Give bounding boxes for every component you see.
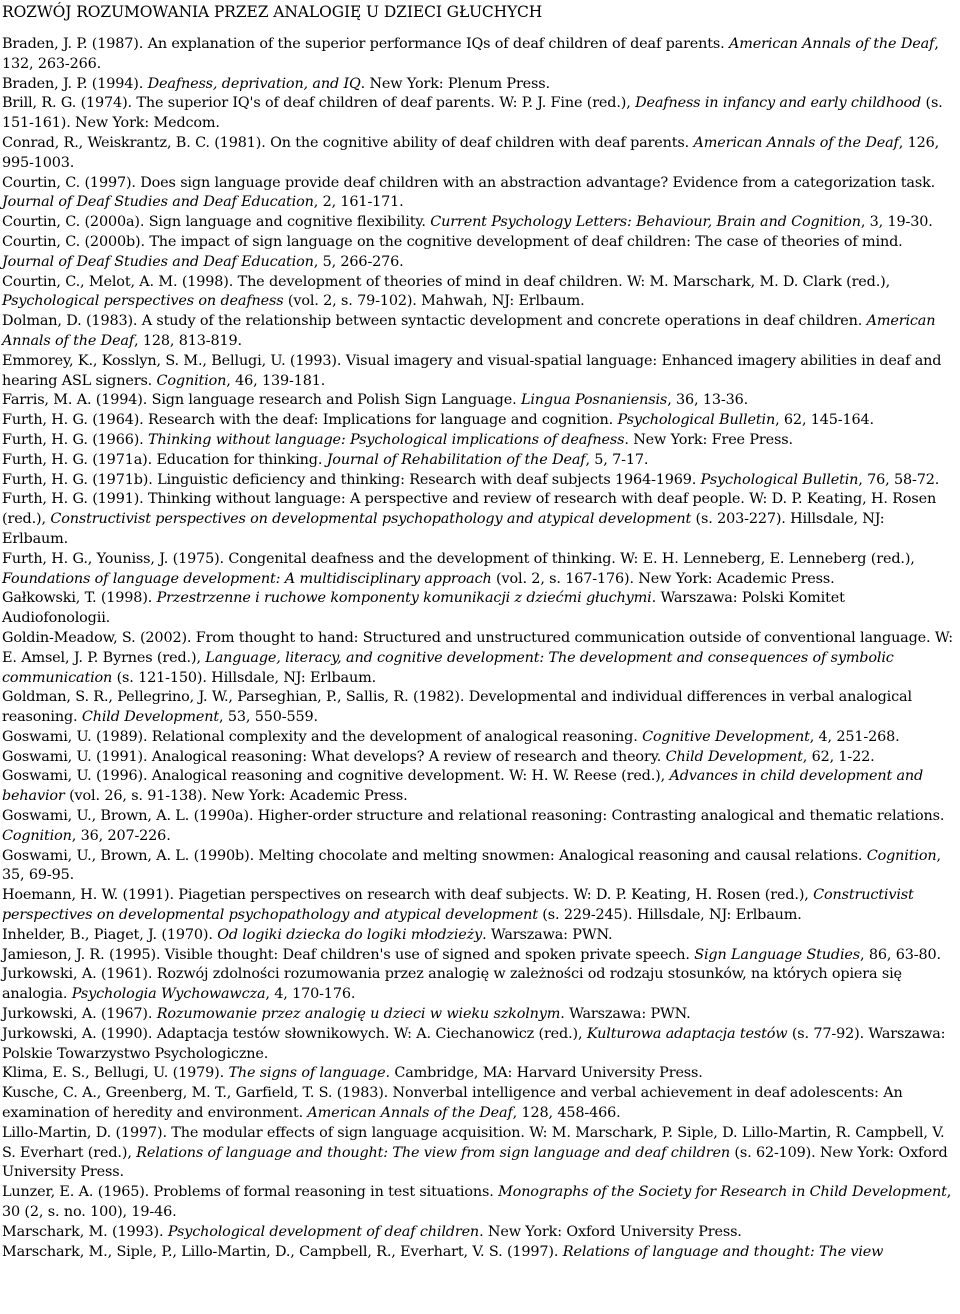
reference-entry bbox=[2, 273, 954, 313]
reference-source-title: Foundations of language development: A multidisciplinary approach bbox=[2, 570, 492, 587]
reference-text: . Warszawa: Polski Komitet Audiofonologii. bbox=[2, 590, 845, 627]
reference-source-title: Rozumowanie przez analogię u dzieci w wieku szkolnym bbox=[156, 1006, 561, 1023]
reference-text: Farris, M. A. (1994). Sign language research and Polish Sign Language. bbox=[2, 392, 521, 409]
reference-text: Furth, H. G. (1966). bbox=[2, 431, 149, 448]
reference-text: Goswami, U. (1996). Analogical reasoning and cognitive development. W: H. W. Reese (red.), bbox=[2, 768, 670, 785]
reference-text: Furth, H. G. (1964). Research with the deaf: Implications for language and cognition. bbox=[2, 412, 618, 429]
reference-entry bbox=[2, 75, 954, 95]
reference-source-title: Psychological Bulletin bbox=[617, 412, 776, 429]
reference-entry bbox=[2, 589, 954, 629]
reference-text: Brill, R. G. (1974). The superior IQ's of deaf children of deaf parents. W: P. J. Fine (red.), bbox=[2, 95, 636, 112]
reference-text: Marschark, M., Siple, P., Lillo-Martin, D., Campbell, R., Everhart, V. S. (1997). bbox=[2, 1243, 563, 1260]
reference-text: , 128, 813-819. bbox=[134, 332, 242, 349]
reference-text: Marschark, M. (1993). bbox=[2, 1223, 168, 1240]
reference-text: Inhelder, B., Piaget, J. (1970). bbox=[2, 926, 218, 943]
reference-entry bbox=[2, 1025, 954, 1065]
reference-entry bbox=[2, 1223, 954, 1243]
reference-text: , 132, 263-266. bbox=[2, 36, 939, 72]
reference-text: . Cambridge, MA: Harvard University Press. bbox=[385, 1065, 703, 1082]
reference-entry bbox=[2, 490, 954, 549]
reference-text: , 3, 19-30. bbox=[860, 214, 933, 231]
reference-entry bbox=[2, 629, 954, 688]
reference-text: , 35, 69-95. bbox=[2, 847, 941, 884]
reference-entry bbox=[2, 807, 954, 847]
reference-source-title: Journal of Rehabilitation of the Deaf bbox=[326, 451, 586, 468]
reference-text: Gałkowski, T. (1998). bbox=[2, 590, 157, 607]
reference-text: (s. 229-245). Hillsdale, NJ: Erlbaum. bbox=[537, 907, 802, 924]
reference-source-title: Child Development bbox=[665, 748, 803, 765]
reference-source-title: American Annals of the Deaf bbox=[693, 134, 899, 151]
reference-text: , 46, 139-181. bbox=[226, 372, 326, 389]
reference-text: Dolman, D. (1983). A study of the relationship between syntactic development and concrete operations in deaf children. bbox=[2, 313, 867, 330]
reference-source-title: Kulturowa adaptacja testów bbox=[586, 1025, 788, 1042]
reference-entry bbox=[2, 471, 954, 491]
reference-source-title: Lingua Posnaniensis bbox=[520, 392, 668, 409]
document-page bbox=[2, 3, 954, 1262]
reference-text: . New York: Free Press. bbox=[624, 431, 793, 448]
reference-entry bbox=[2, 431, 954, 451]
reference-text: , 4, 251-268. bbox=[809, 728, 900, 745]
reference-text: Goswami, U. (1991). Analogical reasoning: What develops? A review of research and theory. bbox=[2, 748, 666, 765]
reference-text: , 5, 7-17. bbox=[585, 451, 649, 468]
reference-text: , 30 (2, s. no. 100), 19-46. bbox=[2, 1184, 952, 1221]
reference-source-title: Relations of language and thought: The view bbox=[562, 1243, 884, 1260]
reference-text: , 36, 13-36. bbox=[667, 392, 749, 409]
reference-source-title: Child Development bbox=[81, 709, 219, 726]
reference-source-title: Psychologia Wychowawcza bbox=[71, 986, 266, 1003]
reference-text: , 62, 145-164. bbox=[775, 412, 874, 429]
reference-text: (s. 151-161). New York: Medcom. bbox=[2, 95, 943, 132]
reference-source-title: Cognitive Development bbox=[642, 728, 810, 745]
reference-source-title: American Annals of the Deaf bbox=[2, 313, 936, 349]
reference-text: Courtin, C. (1997). Does sign language provide deaf children with an abstraction advantage? Evidence from a categorization task. bbox=[2, 174, 936, 191]
reference-source-title: Advances in child development and behavior bbox=[2, 768, 924, 805]
reference-entry bbox=[2, 886, 954, 926]
reference-entry bbox=[2, 35, 954, 75]
reference-source-title: Sign Language Studies bbox=[694, 946, 861, 963]
reference-entry bbox=[2, 1183, 954, 1223]
reference-source-title: Constructivist perspectives on developmental psychopathology and atypical development bbox=[50, 511, 692, 528]
reference-text: . New York: Plenum Press. bbox=[360, 75, 550, 92]
reference-source-title: Cognition bbox=[2, 827, 72, 844]
reference-text: Emmorey, K., Kosslyn, S. M., Bellugi, U. (1993). Visual imagery and visual-spatial language: Enhanced imagery abilities in deaf and hearing ASL signers. bbox=[2, 352, 942, 389]
reference-entry bbox=[2, 391, 954, 411]
reference-text: Goldman, S. R., Pellegrino, J. W., Parseghian, P., Sallis, R. (1982). Developmental and individual differences in verbal analogical reasoning. bbox=[2, 689, 912, 726]
reference-source-title: Thinking without language: Psychological implications of deafness bbox=[148, 431, 625, 448]
reference-text: Braden, J. P. (1987). An explanation of the superior performance IQs of deaf children of deaf parents. bbox=[2, 36, 729, 52]
reference-text: , 62, 1-22. bbox=[802, 748, 875, 765]
reference-entry bbox=[2, 1124, 954, 1183]
reference-entry bbox=[2, 688, 954, 728]
reference-entry bbox=[2, 94, 954, 134]
reference-source-title: Psychological perspectives on deafness bbox=[2, 293, 284, 310]
reference-entry bbox=[2, 847, 954, 887]
reference-entry bbox=[2, 1005, 954, 1025]
reference-text: Goswami, U., Brown, A. L. (1990a). Higher-order structure and relational reasoning: Contrasting analogical and thematic relations. bbox=[2, 808, 945, 825]
reference-source-title: Od logiki dziecka do logiki młodzieży bbox=[217, 926, 483, 943]
running-header: ROZWÓJ ROZUMOWANIA PRZEZ ANALOGIĘ U DZIECI GŁUCHYCH bbox=[2, 3, 543, 21]
reference-entry bbox=[2, 1084, 954, 1124]
reference-entry bbox=[2, 312, 954, 352]
reference-text: , 76, 58-72. bbox=[858, 471, 940, 488]
reference-text: , 4, 170-176. bbox=[265, 986, 356, 1003]
reference-source-title: Current Psychology Letters: Behaviour, Brain and Cognition bbox=[430, 214, 861, 231]
reference-text: (s. 62-109). New York: Oxford University Press. bbox=[2, 1144, 948, 1181]
reference-text: Goswami, U. (1989). Relational complexity and the development of analogical reasoning. bbox=[2, 728, 643, 745]
reference-source-title: Journal of Deaf Studies and Deaf Education bbox=[2, 253, 314, 270]
reference-entry bbox=[2, 213, 954, 233]
reference-entry bbox=[2, 728, 954, 748]
reference-text: , 36, 207-226. bbox=[71, 827, 171, 844]
reference-text: . Warszawa: PWN. bbox=[482, 926, 613, 943]
reference-entry bbox=[2, 233, 954, 273]
reference-text: (vol. 2, s. 167-176). New York: Academic Press. bbox=[491, 570, 835, 587]
reference-entry bbox=[2, 926, 954, 946]
reference-source-title: Monographs of the Society for Research in Child Development bbox=[498, 1184, 947, 1201]
reference-text: Courtin, C. (2000b). The impact of sign language on the cognitive development of deaf children: The case of theories of mind. bbox=[2, 233, 903, 250]
reference-text: Jamieson, J. R. (1995). Visible thought: Deaf children's use of signed and spoken private speech. bbox=[2, 946, 695, 963]
reference-text: . New York: Oxford University Press. bbox=[479, 1223, 742, 1240]
reference-text: Jurkowski, A. (1990). Adaptacja testów słownikowych. W: A. Ciechanowicz (red.), bbox=[2, 1025, 587, 1042]
reference-text: Courtin, C., Melot, A. M. (1998). The development of theories of mind in deaf children. W: M. Marschark, M. D. Clark (red.), bbox=[2, 273, 891, 290]
reference-text: Jurkowski, A. (1961). Rozwój zdolności rozumowania przez analogię w zależności od rodzaju stosunków, na których opiera się analogia. bbox=[2, 966, 902, 1003]
reference-source-title: The signs of language bbox=[228, 1065, 386, 1082]
reference-entry bbox=[2, 451, 954, 471]
reference-text: , 86, 63-80. bbox=[860, 946, 941, 963]
reference-text: Furth, H. G., Youniss, J. (1975). Congenital deafness and the development of thinking. W: E. H. Lenneberg, E. Lenneberg (red.), bbox=[2, 550, 915, 567]
reference-text: Conrad, R., Weiskrantz, B. C. (1981). On the cognitive ability of deaf children with deaf parents. bbox=[2, 134, 694, 151]
reference-source-title: Relations of language and thought: The view from sign language and deaf children bbox=[136, 1144, 730, 1161]
reference-source-title: Cognition bbox=[156, 372, 227, 389]
reference-source-title: Psychological development of deaf children bbox=[167, 1223, 480, 1240]
reference-source-title: Cognition bbox=[866, 847, 937, 864]
reference-entry bbox=[2, 1243, 954, 1263]
reference-text: Courtin, C. (2000a). Sign language and cognitive flexibility. bbox=[2, 214, 431, 231]
reference-entry bbox=[2, 411, 954, 431]
reference-source-title: Psychological Bulletin bbox=[700, 471, 859, 488]
reference-text: , 126, 995-1003. bbox=[2, 134, 940, 171]
reference-entry bbox=[2, 946, 954, 966]
reference-entry bbox=[2, 748, 954, 768]
reference-text: , 2, 161-171. bbox=[313, 194, 404, 211]
reference-text: Lunzer, E. A. (1965). Problems of formal reasoning in test situations. bbox=[2, 1184, 499, 1201]
reference-source-title: Deafness in infancy and early childhood bbox=[635, 95, 922, 112]
reference-list bbox=[2, 35, 954, 1262]
reference-text: , 53, 550-559. bbox=[219, 709, 318, 726]
reference-text: . Warszawa: PWN. bbox=[560, 1006, 691, 1023]
reference-entry bbox=[2, 965, 954, 1005]
reference-text: , 5, 266-276. bbox=[313, 253, 404, 270]
reference-entry bbox=[2, 550, 954, 590]
reference-entry bbox=[2, 174, 954, 214]
reference-text: Klima, E. S., Bellugi, U. (1979). bbox=[2, 1065, 229, 1082]
reference-text: Goswami, U., Brown, A. L. (1990b). Melting chocolate and melting snowmen: Analogical reasoning and causal relations. bbox=[2, 847, 867, 864]
reference-entry bbox=[2, 767, 954, 807]
reference-text: Hoemann, H. W. (1991). Piagetian perspectives on research with deaf subjects. W: D. P. Keating, H. Rosen (red.), bbox=[2, 887, 814, 904]
reference-source-title: Deafness, deprivation, and IQ bbox=[147, 75, 361, 92]
reference-text: (s. 203-227). Hillsdale, NJ: Erlbaum. bbox=[2, 511, 885, 547]
reference-text: Furth, H. G. (1971a). Education for thinking. bbox=[2, 451, 327, 468]
reference-source-title: American Annals of the Deaf bbox=[307, 1105, 513, 1122]
reference-source-title: American Annals of the Deaf bbox=[729, 36, 935, 52]
reference-text: (s. 121-150). Hillsdale, NJ: Erlbaum. bbox=[112, 669, 377, 686]
reference-text: Kusche, C. A., Greenberg, M. T., Garfield, T. S. (1983). Nonverbal intelligence and verbal achievement in deaf adolescents: An examination of heredity and environment. bbox=[2, 1085, 903, 1122]
reference-source-title: Language, literacy, and cognitive development: The development and consequences of symbolic communication bbox=[2, 649, 894, 686]
reference-text: Jurkowski, A. (1967). bbox=[2, 1006, 157, 1023]
reference-text: Lillo-Martin, D. (1997). The modular effects of sign language acquisition. W: M. Marschark, P. Siple, D. Lillo-Martin, R. Campbell, V. S. Everhart (red.), bbox=[2, 1124, 945, 1161]
reference-text: Braden, J. P. (1994). bbox=[2, 75, 148, 92]
reference-entry bbox=[2, 1064, 954, 1084]
reference-source-title: Constructivist perspectives on developmental psychopathology and atypical development bbox=[2, 887, 914, 924]
reference-text: Furth, H. G. (1971b). Linguistic deficiency and thinking: Research with deaf subjects 1964-1969. bbox=[2, 471, 701, 488]
reference-text: (vol. 26, s. 91-138). New York: Academic Press. bbox=[64, 788, 408, 805]
reference-text: (vol. 2, s. 79-102). Mahwah, NJ: Erlbaum. bbox=[283, 293, 585, 310]
reference-source-title: Przestrzenne i ruchowe komponenty komunikacji z dziećmi głuchymi bbox=[156, 590, 652, 607]
reference-entry bbox=[2, 352, 954, 392]
reference-source-title: Journal of Deaf Studies and Deaf Education bbox=[2, 194, 314, 211]
reference-entry bbox=[2, 134, 954, 174]
reference-text: (s. 77-92). Warszawa: Polskie Towarzystwo Psychologiczne. bbox=[2, 1025, 946, 1062]
reference-text: , 128, 458-466. bbox=[512, 1105, 621, 1122]
reference-text: Goldin-Meadow, S. (2002). From thought to hand: Structured and unstructured communication outside of conventional language. W: E. Amsel, J. P. Byrnes (red.), bbox=[2, 629, 953, 666]
reference-text: Furth, H. G. (1991). Thinking without language: A perspective and review of research with deaf people. W: D. P. Keating, H. Rosen (red.), bbox=[2, 491, 937, 528]
